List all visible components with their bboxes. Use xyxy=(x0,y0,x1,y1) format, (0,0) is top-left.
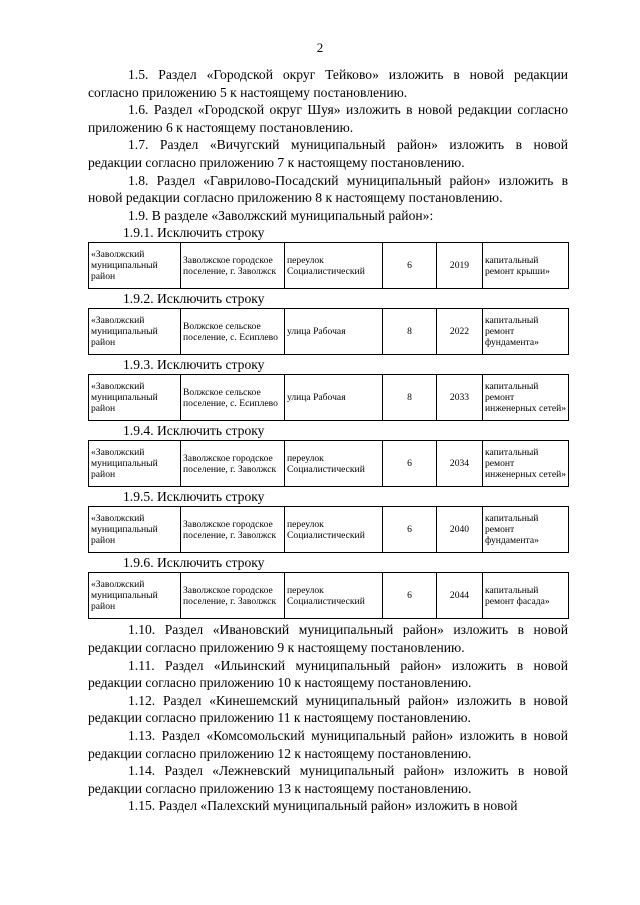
paragraph-1-5: 1.5. Раздел «Городской округ Тейково» изложить в новой редакции согласно приложению 5 к настоящему постановлению. xyxy=(88,67,568,100)
table-row xyxy=(89,507,569,553)
exclusion-table-5 xyxy=(88,506,569,553)
cell-house-number: 6 xyxy=(383,507,437,553)
cell-year: 2040 xyxy=(437,507,483,553)
exclusion-label-5: 1.9.5. Исключить строку xyxy=(123,489,265,505)
table-row xyxy=(89,243,569,289)
cell-street: улица Рабочая xyxy=(285,309,383,355)
cell-street: переулок Социалистический xyxy=(285,573,383,619)
table-row xyxy=(89,441,569,487)
cell-settlement: Волжское сельское поселение, с. Есиплево xyxy=(181,375,285,421)
cell-district: «Заволжский муниципальный район xyxy=(89,573,181,619)
paragraph-1-8: 1.8. Раздел «Гаврилово-Посадский муниципальный район» изложить в новой редакции согласно приложению 8 к настоящему постановлению. xyxy=(88,172,568,206)
cell-settlement: Заволжское городское поселение, г. Заволжск xyxy=(181,573,285,619)
exclusion-label-3: 1.9.3. Исключить строку xyxy=(123,357,265,373)
cell-street: переулок Социалистический xyxy=(285,243,383,289)
cell-house-number: 6 xyxy=(383,441,437,487)
exclusion-table-6 xyxy=(88,572,569,619)
cell-work-type: капитальный ремонт фасада» xyxy=(483,573,569,619)
cell-street: улица Рабочая xyxy=(285,375,383,421)
cell-year: 2022 xyxy=(437,309,483,355)
paragraph-1-14: 1.14. Раздел «Лежневский муниципальный район» изложить в новой редакции согласно приложению 13 к настоящему постановлению. xyxy=(88,763,568,796)
cell-district: «Заволжский муниципальный район xyxy=(89,243,181,289)
cell-year: 2034 xyxy=(437,441,483,487)
paragraph-1-11: 1.11. Раздел «Ильинский муниципальный район» изложить в новой редакции согласно приложению 10 к настоящему постановлению. xyxy=(88,657,568,691)
cell-district: «Заволжский муниципальный район xyxy=(89,375,181,421)
cell-work-type: капитальный ремонт инженерных сетей» xyxy=(483,375,569,421)
cell-work-type: капитальный ремонт фундамента» xyxy=(483,507,569,553)
paragraph-1-6: 1.6. Раздел «Городской округ Шуя» изложить в новой редакции согласно приложению 6 к настоящему постановлению. xyxy=(88,102,568,135)
cell-street: переулок Социалистический xyxy=(285,441,383,487)
cell-work-type: капитальный ремонт крыши» xyxy=(483,243,569,289)
paragraphs-bottom xyxy=(88,621,568,815)
exclusion-table-4 xyxy=(88,440,569,487)
exclusion-label-6: 1.9.6. Исключить строку xyxy=(123,555,265,571)
exclusion-table-3 xyxy=(88,374,569,421)
exclusion-list xyxy=(88,224,568,619)
paragraph-1-9: 1.9. В разделе «Заволжский муниципальный район»: xyxy=(128,207,434,223)
table-row xyxy=(89,309,569,355)
cell-year: 2044 xyxy=(437,573,483,619)
document-body xyxy=(88,66,568,815)
table-row xyxy=(89,375,569,421)
cell-house-number: 6 xyxy=(383,243,437,289)
cell-year: 2033 xyxy=(437,375,483,421)
cell-district: «Заволжский муниципальный район xyxy=(89,507,181,553)
exclusion-label-2: 1.9.2. Исключить строку xyxy=(123,291,265,307)
exclusion-label-4: 1.9.4. Исключить строку xyxy=(123,423,265,439)
cell-street: переулок Социалистический xyxy=(285,507,383,553)
cell-settlement: Заволжское городское поселение, г. Заволжск xyxy=(181,507,285,553)
paragraphs-top xyxy=(88,66,568,224)
cell-work-type: капитальный ремонт фундамента» xyxy=(483,309,569,355)
exclusion-label-1: 1.9.1. Исключить строку xyxy=(123,225,265,241)
cell-settlement: Волжское сельское поселение, с. Есиплево xyxy=(181,309,285,355)
exclusion-table-2 xyxy=(88,308,569,355)
cell-work-type: капитальный ремонт инженерных сетей» xyxy=(483,441,569,487)
paragraph-1-10: 1.10. Раздел «Ивановский муниципальный район» изложить в новой редакции согласно приложению 9 к настоящему постановлению. xyxy=(88,622,568,655)
cell-house-number: 6 xyxy=(383,573,437,619)
exclusion-table-1 xyxy=(88,242,569,289)
cell-settlement: Заволжское городское поселение, г. Заволжск xyxy=(181,243,285,289)
paragraph-1-7: 1.7. Раздел «Вичугский муниципальный район» изложить в новой редакции согласно приложению 7 к настоящему постановлению. xyxy=(88,137,568,170)
paragraph-1-13: 1.13. Раздел «Комсомольский муниципальный район» изложить в новой редакции согласно приложению 12 к настоящему постановлению. xyxy=(88,727,568,761)
page-number: 2 xyxy=(316,40,324,55)
cell-settlement: Заволжское городское поселение, г. Заволжск xyxy=(181,441,285,487)
cell-year: 2019 xyxy=(437,243,483,289)
paragraph-1-15: 1.15. Раздел «Палехский муниципальный район» изложить в новой xyxy=(128,798,518,814)
cell-district: «Заволжский муниципальный район xyxy=(89,441,181,487)
cell-house-number: 8 xyxy=(383,375,437,421)
paragraph-1-12: 1.12. Раздел «Кинешемский муниципальный район» изложить в новой редакции согласно приложению 11 к настоящему постановлению. xyxy=(88,692,568,726)
table-row xyxy=(89,573,569,619)
cell-house-number: 8 xyxy=(383,309,437,355)
cell-district: «Заволжский муниципальный район xyxy=(89,309,181,355)
